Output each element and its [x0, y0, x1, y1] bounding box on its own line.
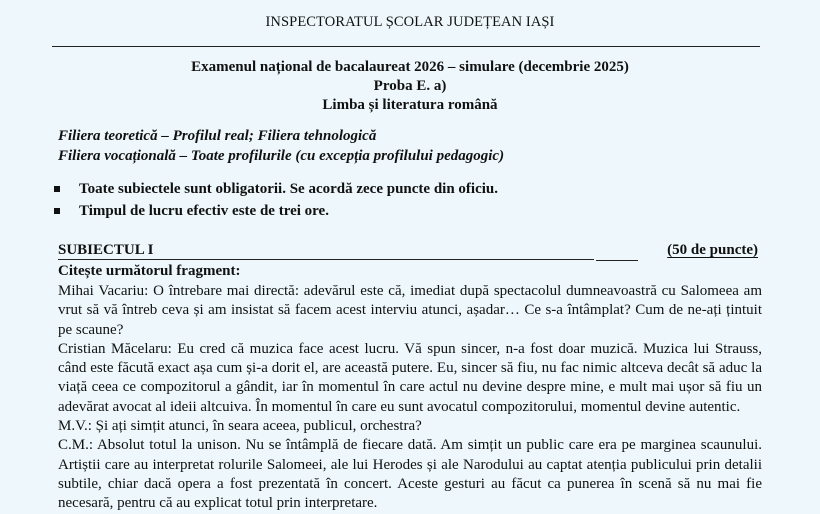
fragment-paragraph: Mihai Vacariu: O întrebare mai directă: adevărul este că, imediat după spectacolul dumneavoastră cu Salomeea am vrut să vă întreb ceva și am insistat să facem acest interviu atunci, așadar… Ce s-a întâmplat? Cum de ne-ați țintuit pe scaune?	[58, 283, 762, 338]
section-header	[58, 242, 760, 262]
filiera-block	[58, 126, 504, 166]
exam-rules-list	[52, 178, 498, 222]
filiera-line: Filiera vocațională – Toate profilurile (cu excepția profilului pedagogic)	[58, 148, 505, 164]
exam-rule-item	[52, 200, 498, 222]
section-underline	[58, 259, 594, 260]
fragment-paragraph: Cristian Măcelaru: Eu cred că muzica face acest lucru. Vă spun sincer, n-a fost doar muzică. Muzica lui Strauss, când este făcută exact așa cum și-a dorit el, are această putere. Eu, sincer să fiu, nu fac nimic altceva decât să aduc la viață ceea ce compozitorul a gândit, iar în momentul în care actul nu devine despre mine, e mult mai ușor să fiu un adevărat avocat al ideii altcuiva. În momentul în care eu sunt avocatul compozitorului, momentul devine autentic.	[58, 340, 762, 415]
square-bullet-icon	[54, 186, 60, 192]
fragment-paragraph: M.V.: Și ați simțit atunci, în seara aceea, publicul, orchestra?	[58, 418, 422, 435]
exam-title-block	[0, 57, 820, 114]
institution-header: INSPECTORATUL ȘCOLAR JUDEȚEAN IAȘI	[265, 14, 555, 30]
text-fragment	[58, 282, 762, 514]
section-instruction: Citește următorul fragment:	[58, 263, 241, 279]
exam-test: Proba E. a)	[373, 78, 447, 94]
exam-rule-item	[52, 178, 498, 200]
square-bullet-icon	[54, 208, 60, 214]
exam-rule-text: Timpul de lucru efectiv este de trei ore.	[79, 203, 329, 219]
section-title: SUBIECTUL I	[58, 242, 154, 258]
exam-rule-text: Toate subiectele sunt obligatorii. Se acordă zece puncte din oficiu.	[79, 181, 499, 197]
fragment-paragraph: C.M.: Absolut totul la unison. Nu se întâmplă de fiecare dată. Am simțit un public care era pe marginea scaunului. Artiștii care au interpretat rolurile Salomeei, ale lui Herodes și ale Narodului au captat atenția publicului prin detalii subtile, chiar dacă opera a fost prezentată în concert. Aceste gesturi au făcut ca punerea în scenă să nu mai fie necesară, pentru că au explicat totul prin interpretare.	[58, 437, 762, 512]
filiera-line: Filiera teoretică – Profilul real; Filiera tehnologică	[58, 128, 377, 144]
exam-title: Examenul național de bacalaureat 2026 – simulare (decembrie 2025)	[191, 59, 629, 75]
section-underline-segment	[596, 260, 638, 261]
section-points: (50 de puncte)	[667, 242, 758, 258]
header-divider	[52, 46, 760, 47]
exam-subject: Limba și literatura română	[322, 97, 498, 113]
